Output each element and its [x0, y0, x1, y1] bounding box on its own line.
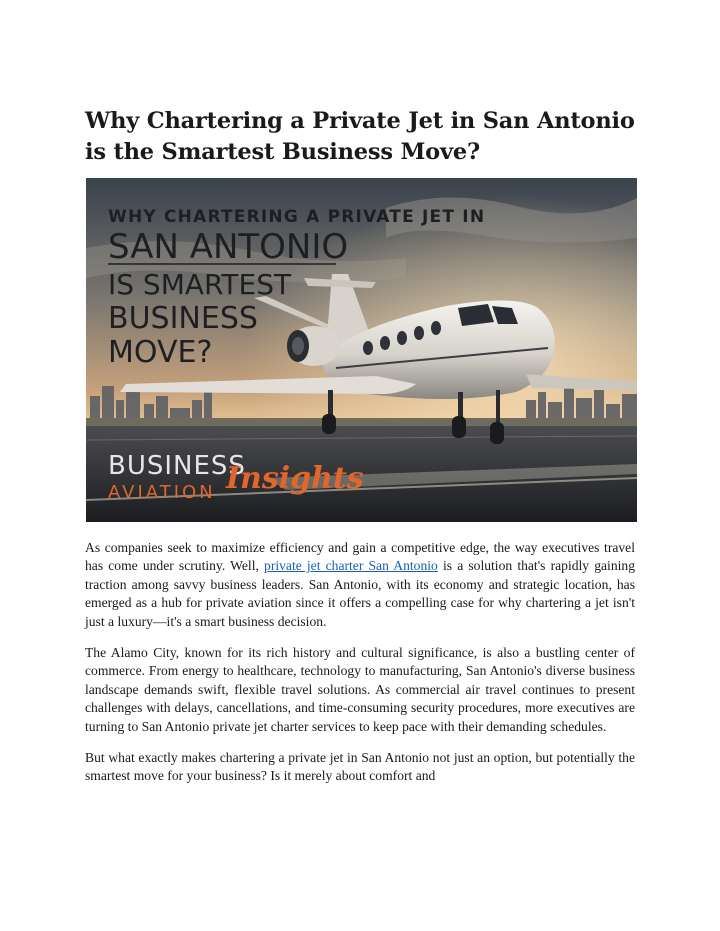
hero-image — [86, 178, 637, 522]
hero-illustration — [86, 178, 637, 522]
logo-line1: BUSINESS — [108, 451, 246, 481]
paragraph-3: But what exactly makes chartering a private jet in San Antonio not just an option, but potentially the smartest move for your business? Is it merely about comfort and — [85, 750, 635, 784]
article-body — [85, 539, 635, 799]
logo-script: Insights — [226, 461, 364, 496]
paragraph-2: The Alamo City, known for its rich history and cultural significance, is also a bustling center of commerce. From energy to healthcare, technology to manufacturing, San Antonio's diverse business landscape demands swift, flexible travel solutions. As commercial air travel continues to present challenges with delays, cancellations, and time-consuming security procedures, more executives are turning to San Antonio private jet charter services to keep pace with their demanding schedules. — [85, 645, 635, 734]
hero-heading-line3: IS SMARTEST — [108, 268, 292, 301]
paragraph-1 — [85, 539, 635, 631]
private-jet-charter-link[interactable]: private jet charter San Antonio — [264, 558, 438, 574]
article-title: Why Chartering a Private Jet in San Antonio is the Smartest Business Move? — [85, 108, 635, 165]
hero-heading-line1: WHY CHARTERING A PRIVATE JET IN — [108, 207, 486, 227]
hero-heading-line4: BUSINESS — [108, 301, 258, 336]
hero-heading-line2: SAN ANTONIO — [108, 227, 349, 267]
paragraph-1-after-link: is a solution that's rapidly gaining traction among savvy business leaders. San Antonio, with its economy and strategic location, has emerged as a hub for private aviation since it offers a compelling case for why chartering a jet isn't just a luxury—it's a smart business decision. — [85, 558, 636, 629]
hero-heading-line5: MOVE? — [108, 335, 213, 370]
paragraph-1-before-link: As companies seek to maximize efficiency and gain a competitive edge, the way executives travel has come under scrutiny. Well, — [85, 540, 635, 574]
logo-line2: AVIATION — [108, 482, 216, 503]
